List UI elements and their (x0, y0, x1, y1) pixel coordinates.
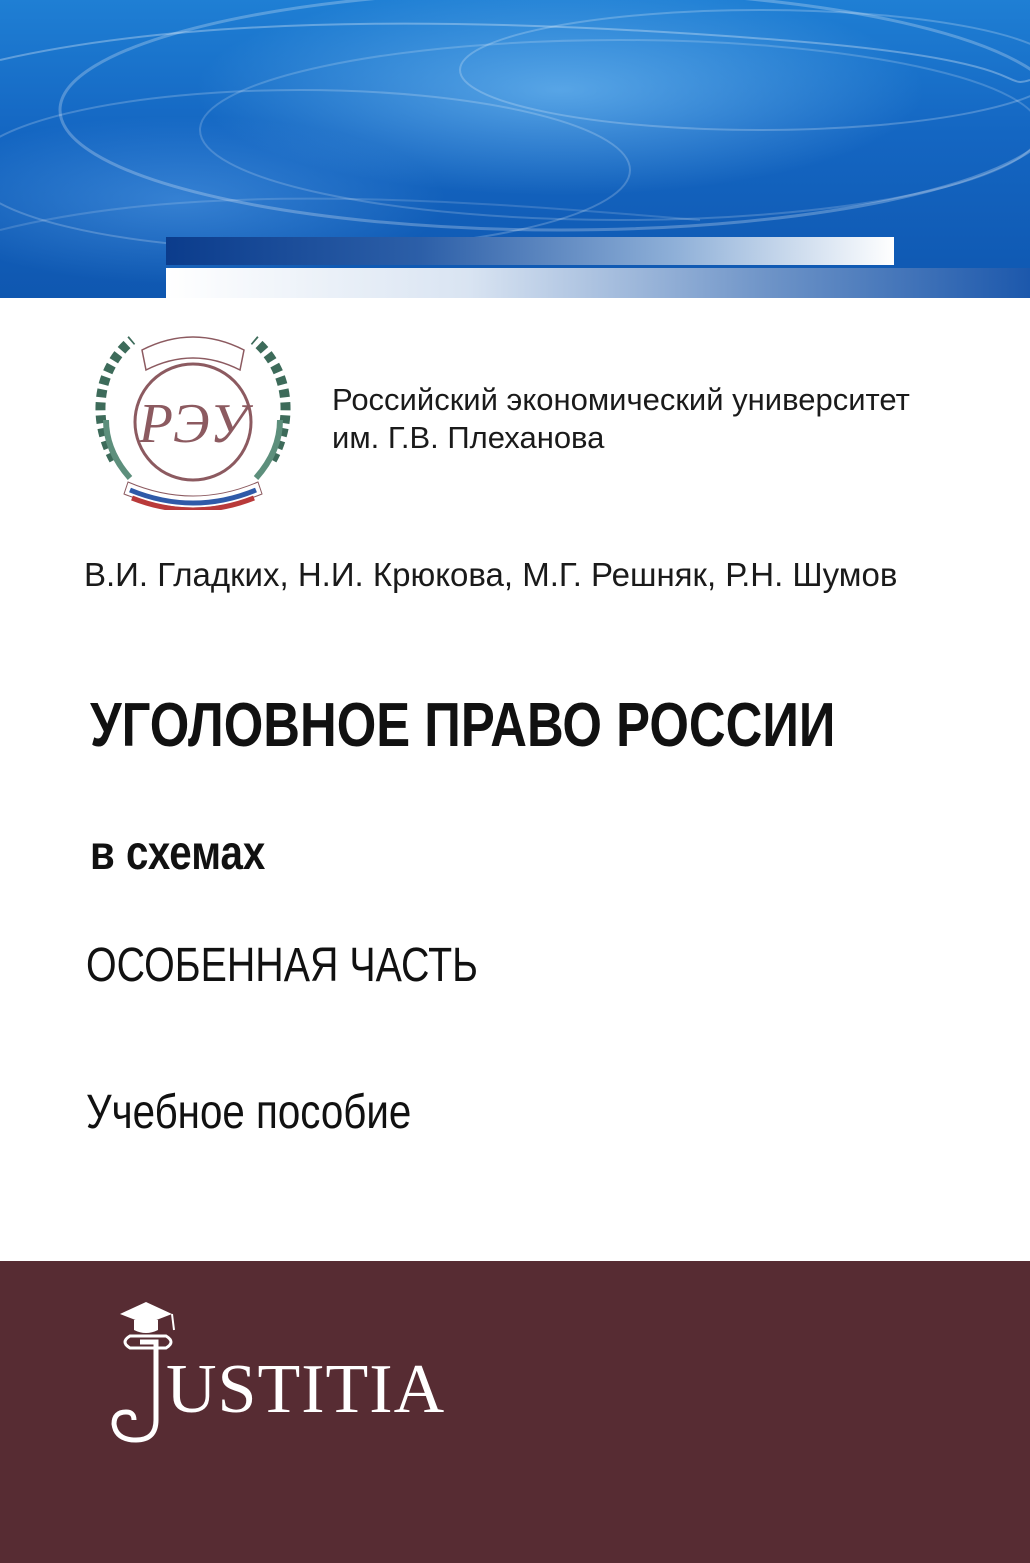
university-line-1: Российский экономический университет (332, 382, 910, 417)
book-subtitle: в схемах (90, 827, 266, 880)
authors: В.И. Гладких, Н.И. Крюкова, М.Г. Решняк, Р.Н. Шумов (84, 556, 898, 593)
banner-stripe-bottom (166, 268, 1030, 298)
publisher-logo-text: USTITIA (166, 1351, 446, 1428)
book-title: УГОЛОВНОЕ ПРАВО РОССИИ (90, 691, 836, 760)
university-name (332, 381, 992, 457)
banner-stripe-top (166, 237, 894, 265)
book-part: ОСОБЕННАЯ ЧАСТЬ (86, 939, 478, 992)
seal-monogram: РЭУ (138, 393, 248, 455)
cover-banner (0, 0, 1030, 298)
university-line-2: им. Г.В. Плеханова (332, 420, 605, 455)
book-kind: Учебное пособие (86, 1086, 412, 1139)
university-seal-icon (84, 310, 302, 510)
